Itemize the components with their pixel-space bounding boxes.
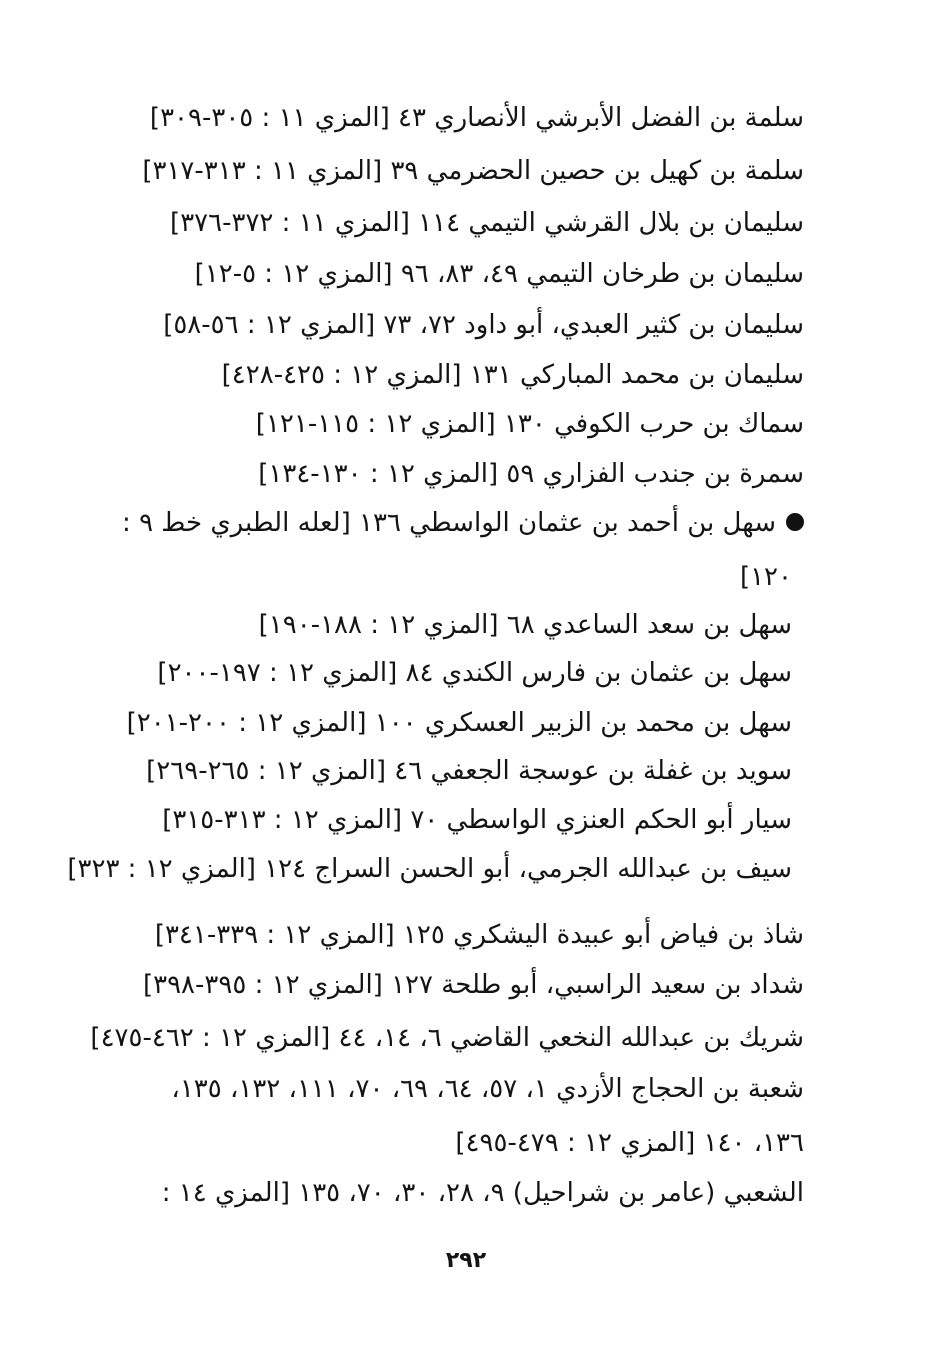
index-entry-bulleted bbox=[122, 505, 804, 545]
index-entry: سمرة بن جندب الفزاري ٥٩ [المزي ١٢ : ١٣٠-١٣٤] bbox=[258, 459, 804, 489]
index-entry: سماك بن حرب الكوفي ١٣٠ [المزي ١٢ : ١١٥-١٢١] bbox=[255, 409, 804, 439]
index-entry: شاذ بن فياض أبو عبيدة اليشكري ١٢٥ [المزي ١٢ : ٣٣٩-٣٤١] bbox=[154, 920, 804, 950]
index-entry: شعبة بن الحجاج الأزدي ١، ٥٧، ٦٤، ٦٩، ٧٠، ١١١، ١٣٢، ١٣٥، bbox=[171, 1074, 804, 1104]
index-entry: سلمة بن الفضل الأبرشي الأنصاري ٤٣ [المزي ١١ : ٣٠٥-٣٠٩] bbox=[149, 103, 804, 133]
index-entry-continuation: ١٣٦، ١٤٠ [المزي ١٢ : ٤٧٩-٤٩٥] bbox=[455, 1128, 804, 1158]
index-entry: سهل بن سعد الساعدي ٦٨ [المزي ١٢ : ١٨٨-١٩٠] bbox=[258, 610, 792, 640]
index-entry: سلمة بن كهيل بن حصين الحضرمي ٣٩ [المزي ١١ : ٣١٣-٣١٧] bbox=[142, 156, 804, 186]
index-entry: سليمان بن محمد المباركي ١٣١ [المزي ١٢ : ٤٢٥-٤٢٨] bbox=[221, 360, 804, 390]
index-entry: سليمان بن كثير العبدي، أبو داود ٧٢، ٧٣ [المزي ١٢ : ٥٦-٥٨] bbox=[163, 310, 804, 340]
index-entry: سيار أبو الحكم العنزي الواسطي ٧٠ [المزي ١٢ : ٣١٣-٣١٥] bbox=[162, 805, 792, 835]
index-entry: سيف بن عبدالله الجرمي، أبو الحسن السراج ١٢٤ [المزي ١٢ : ٣٢٣] bbox=[67, 854, 792, 884]
index-entry: الشعبي (عامر بن شراحيل) ٩، ٢٨، ٣٠، ٧٠، ١٣٥ [المزي ١٤ : bbox=[161, 1178, 804, 1208]
index-entry: سليمان بن طرخان التيمي ٤٩، ٨٣، ٩٦ [المزي ١٢ : ٥-١٢] bbox=[194, 259, 804, 289]
index-entry: سويد بن غفلة بن عوسجة الجعفي ٤٦ [المزي ١٢ : ٢٦٥-٢٦٩] bbox=[146, 756, 792, 786]
bullet-dot-icon bbox=[786, 513, 804, 531]
index-entry: سليمان بن بلال القرشي التيمي ١١٤ [المزي ١١ : ٣٧٢-٣٧٦] bbox=[170, 208, 804, 238]
index-entry-text: سهل بن أحمد بن عثمان الواسطي ١٣٦ [لعله الطبري خط ٩ : bbox=[122, 508, 776, 538]
index-entry: شداد بن سعيد الراسبي، أبو طلحة ١٢٧ [المزي ١٢ : ٣٩٥-٣٩٨] bbox=[142, 970, 804, 1000]
index-entry: سهل بن عثمان بن فارس الكندي ٨٤ [المزي ١٢ : ١٩٧-٢٠٠] bbox=[157, 658, 792, 688]
index-entry: سهل بن محمد بن الزبير العسكري ١٠٠ [المزي ١٢ : ٢٠٠-٢٠١] bbox=[126, 708, 792, 738]
page-number: ٢٩٢ bbox=[445, 1248, 487, 1273]
index-entry: شريك بن عبدالله النخعي القاضي ٦، ١٤، ٤٤ [المزي ١٢ : ٤٦٢-٤٧٥] bbox=[90, 1023, 804, 1053]
index-entry-continuation: ١٢٠] bbox=[739, 562, 792, 592]
